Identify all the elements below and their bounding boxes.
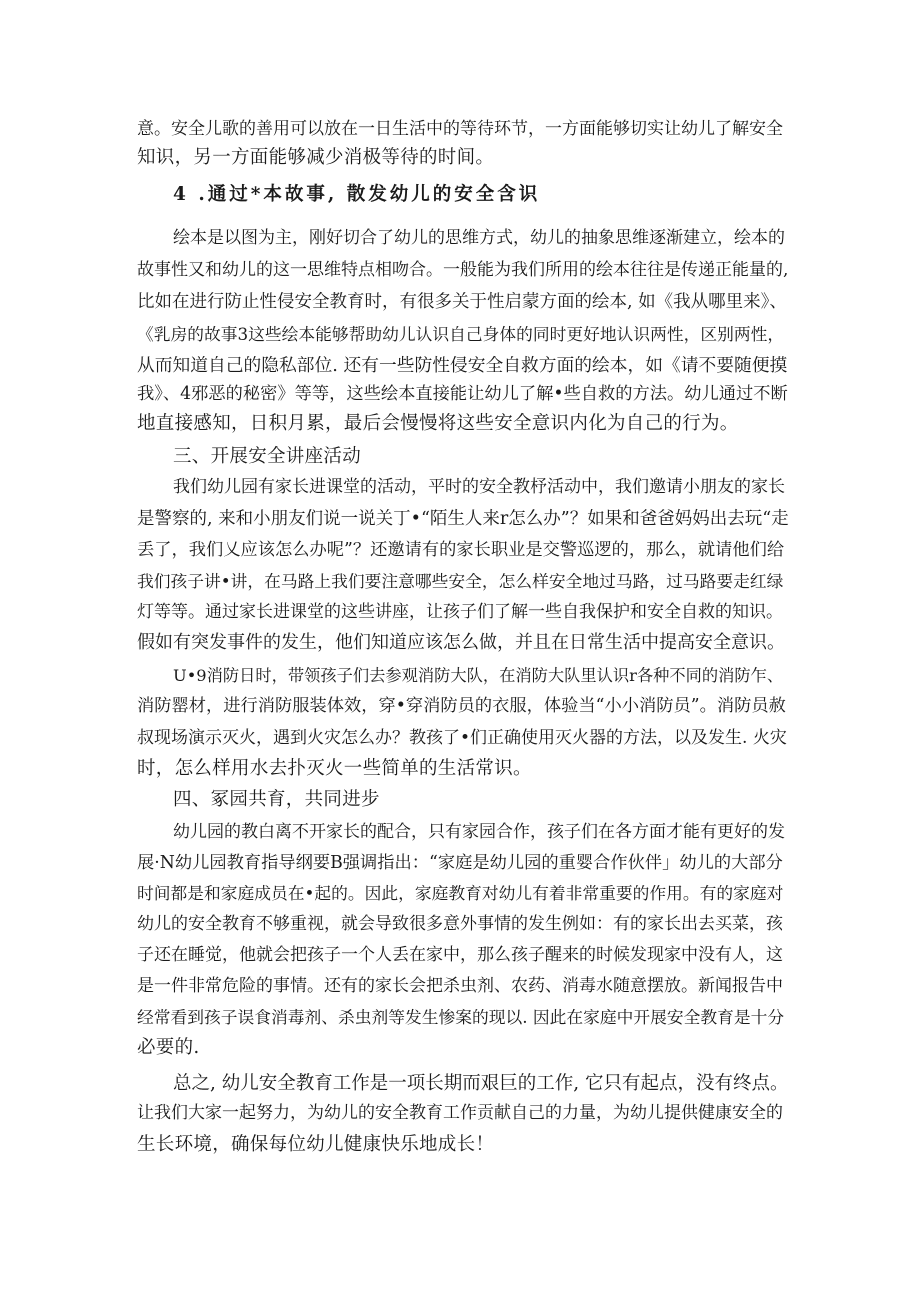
text-line: 假如有突发事件的发生，他们知道应该怎么做，并且在日常生活中提高安全意识。 xyxy=(137,632,785,653)
text-line: 从而知道自己的隐私部位. 还有一些防性侵安全自救方面的绘本，如《请不要随便摸 xyxy=(137,356,788,376)
text-line: 我们孩子讲•讲，在马路上我们要注意哪些安全，怎么样安全地过马路，过马路要走红绿 xyxy=(137,571,784,591)
text-line: 消防罂材，进行消防服装体效，穿•穿消防员的衣服，体验当“小小消防员”。消防员赦 xyxy=(137,696,786,716)
text-line: 故事性又和幼儿的这一思维特点相吻合。一般能为我们所用的绘本往往是传递正能量的, xyxy=(137,260,789,280)
text-line: 我》、4邪恶的秘密》等等，这些绘本直接能让幼儿了解•些自救的方法。幼儿通过不断 xyxy=(137,384,788,404)
text-line: 幼儿的安全教育不够重视，就会导致很多意外事情的发生例如：有的家长出去买菜，孩 xyxy=(137,914,783,934)
text-line: 经常看到孩子误食消毒剂、杀虫剂等发生惨案的现以. 因此在家庭中开展安全教育是十分 xyxy=(137,1007,785,1027)
text-line: 我们幼儿园有家长进课堂的活动，平时的安全教杼活动中，我们邀请小朋友的家长 xyxy=(173,477,785,497)
text-line: 是警察的, 来和小朋友们说一说关丁•“陌生人来r怎么办”？如果和爸爸妈妈出去玩“走 xyxy=(137,509,789,529)
text-line: 《乳房的故事3这些绘本能够帮助幼儿认识自己身体的同时更好地认识两性，区别两性， xyxy=(137,324,785,344)
text-line: 生长环境，确保每位幼儿健康快乐地成长！ xyxy=(137,1134,495,1155)
text-line: 叔现场演示灭火，遇到火灾怎么办？教孩了•们正确使用灭火器的方法，以及发生. 火灾 xyxy=(137,728,787,748)
text-line: 灯等等。通过家长进课堂的这些讲座，让孩子们了解一些自我保护和安全自救的知识。 xyxy=(137,602,783,622)
text-line: 幼儿园的教白离不开家长的配合，只有家园合作，孩子们在各方面才能有更好的发 xyxy=(173,822,785,842)
text-line: 绘本是以图为主，刚好切合了幼儿的思维方式，幼儿的抽象思维逐渐建立，绘本的 xyxy=(173,228,785,248)
text-line: 地直接感知，日积月累，最后会慢慢将这些安全意识内化为自己的行为。 xyxy=(137,413,739,434)
text-line: 必要的. xyxy=(137,1037,200,1058)
text-line: 比如在进行防止性侵安全教育时，有很多关于性启蒙方面的绘本, 如《我从哪里来》、 xyxy=(137,292,787,312)
text-line: 时，怎么样用水去扑灭火一些简单的生活常识。 xyxy=(137,758,532,779)
text-line: 让我们大家一起努力，为幼儿的安全教育工作贡献自己的力量，为幼儿提供健康安全的 xyxy=(137,1103,783,1123)
text-line: 意。安全儿歌的善用可以放在一日生活中的等待环节，一方面能够切实让幼儿了解安全 xyxy=(137,119,783,139)
section-heading: 三、开展安全讲座活动 xyxy=(173,446,362,467)
text-line: 丢了，我们乂应该怎么办呢”？还邀请有的家长职业是交警巡逻的，那么，就请他们给 xyxy=(137,540,785,560)
text-line: U•9消防日时，带领孩子们去参观消防大队，在消防大队里认识r各种不同的消防乍、 xyxy=(173,666,784,685)
text-line: 时间都是和家庭成员在•起的。因此，家庭教育对幼儿有着非常重要的作用。有的家庭对 xyxy=(137,883,784,903)
text-line: 总之, 幼儿安全教育工作是一项长期而艰巨的工作, 它只有起点，没有终点。 xyxy=(173,1073,789,1094)
text-line: 子还在睡觉，他就会把孩子一个人丢在家中，那么孩子醒来的时候发现家中没有人，这 xyxy=(137,945,783,965)
text-line: 是一件非常危险的事情。还有的家长会把杀虫剂、农药、消毒水随意摆放。新闻报告中 xyxy=(137,976,783,996)
text-line: 知识，另一方面能够减少消极等待的时间。 xyxy=(137,147,495,168)
text-line: 展·N幼儿园教育指导纲要B强调指出：“家庭是幼儿园的重婴合作伙伴」幼儿的大部分 xyxy=(137,853,783,873)
section-heading: 4 .通过*本故事, 散发幼儿的安全含识 xyxy=(173,184,541,205)
section-heading: 四、冢园共育，共同进步 xyxy=(173,789,380,810)
